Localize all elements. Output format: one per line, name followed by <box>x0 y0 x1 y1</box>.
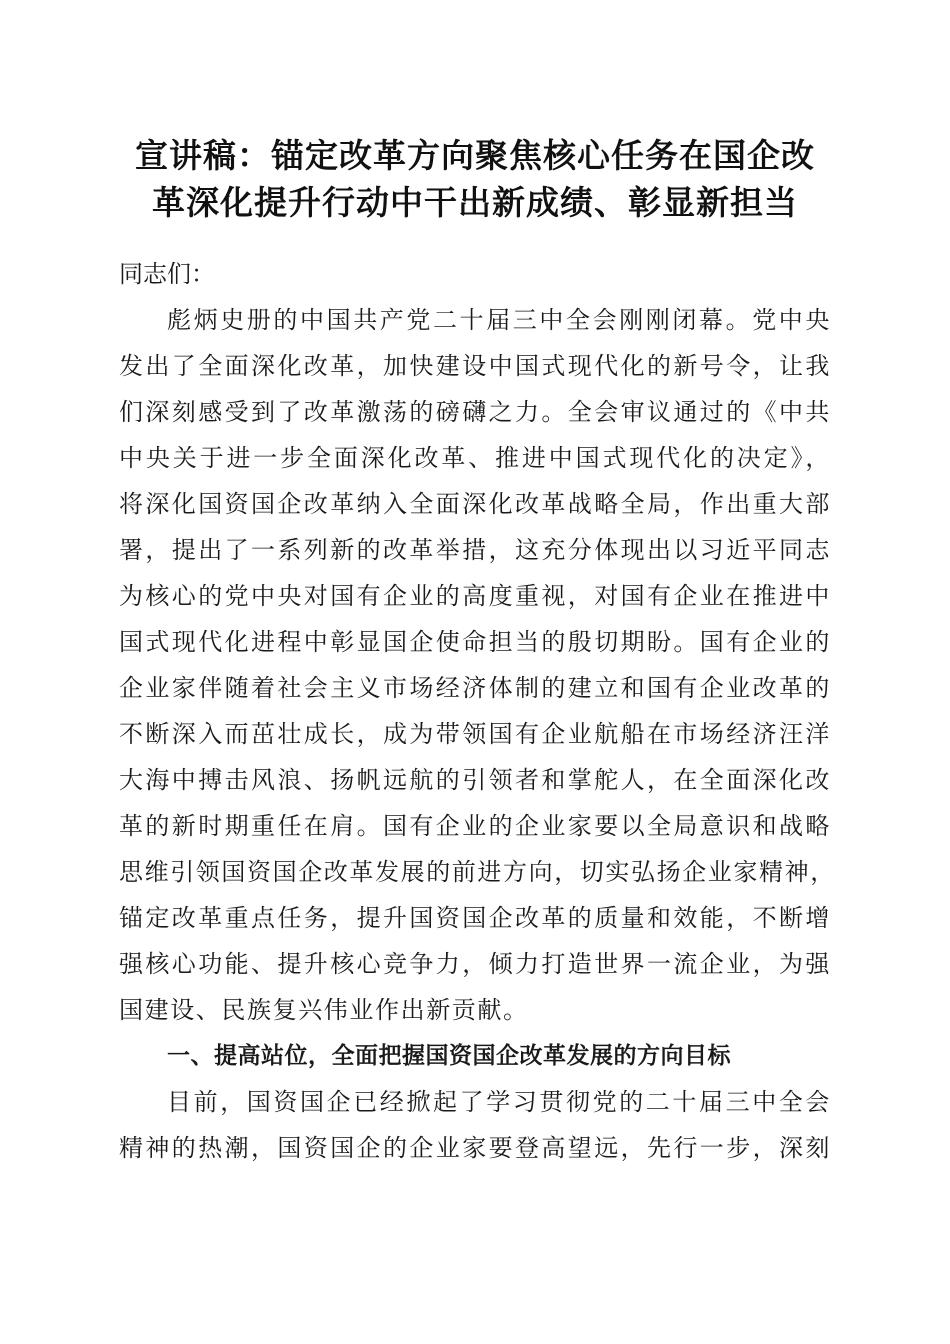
paragraph-line: 彪炳史册的中国共产党二十届三中全会刚刚闭幕。党中央 <box>167 306 831 334</box>
title-line-2: 革深化提升行动中干出新成绩、彰显新担当 <box>152 183 798 222</box>
paragraph-line: 思维引领国资国企改革发展的前进方向，切实弘扬企业家精神， <box>119 858 836 886</box>
paragraph-line: 中央关于进一步全面深化改革、推进中国式现代化的决定》， <box>119 444 831 472</box>
paragraph-line: 不断深入而茁壮成长，成为带领国有企业航船在市场经济汪洋 <box>119 720 831 748</box>
paragraph-line: 锚定改革重点任务，提升国资国企改革的质量和效能，不断增 <box>119 904 831 932</box>
document-title <box>100 132 850 226</box>
paragraph-line: 企业家伴随着社会主义市场经济体制的建立和国有企业改革的 <box>119 674 831 702</box>
paragraph-line: 大海中搏击风浪、扬帆远航的引领者和掌舵人，在全面深化改 <box>119 766 831 794</box>
paragraph-line: 目前，国资国企已经掀起了学习贯彻党的二十届三中全会 <box>167 1088 831 1116</box>
paragraph-section-1 <box>119 1079 831 1171</box>
paragraph-line: 发出了全面深化改革，加快建设中国式现代化的新号令，让我 <box>119 352 831 380</box>
paragraph-line: 精神的热潮，国资国企的企业家要登高望远，先行一步，深刻 <box>119 1134 831 1162</box>
salutation: 同志们： <box>119 260 215 288</box>
paragraph-line: 们深刻感受到了改革激荡的磅礴之力。全会审议通过的《中共 <box>119 398 831 426</box>
title-line-1: 宣讲稿：锚定改革方向聚焦核心任务在国企改 <box>135 136 815 175</box>
paragraph-line: 将深化国资国企改革纳入全面深化改革战略全局，作出重大部 <box>119 490 831 518</box>
paragraph-line: 国式现代化进程中彰显国企使命担当的殷切期盼。国有企业的 <box>119 628 831 656</box>
paragraph-intro <box>119 297 836 1033</box>
paragraph-line: 国建设、民族复兴伟业作出新贡献。 <box>119 996 529 1024</box>
section-heading-1: 一、提高站位，全面把握国资国企改革发展的方向目标 <box>167 1043 731 1069</box>
paragraph-line: 为核心的党中央对国有企业的高度重视，对国有企业在推进中 <box>119 582 831 610</box>
paragraph-line: 署，提出了一系列新的改革举措，这充分体现出以习近平同志 <box>119 536 831 564</box>
paragraph-line: 革的新时期重任在肩。国有企业的企业家要以全局意识和战略 <box>119 812 831 840</box>
paragraph-line: 强核心功能、提升核心竞争力，倾力打造世界一流企业，为强 <box>119 950 831 978</box>
document-body <box>119 251 836 1171</box>
